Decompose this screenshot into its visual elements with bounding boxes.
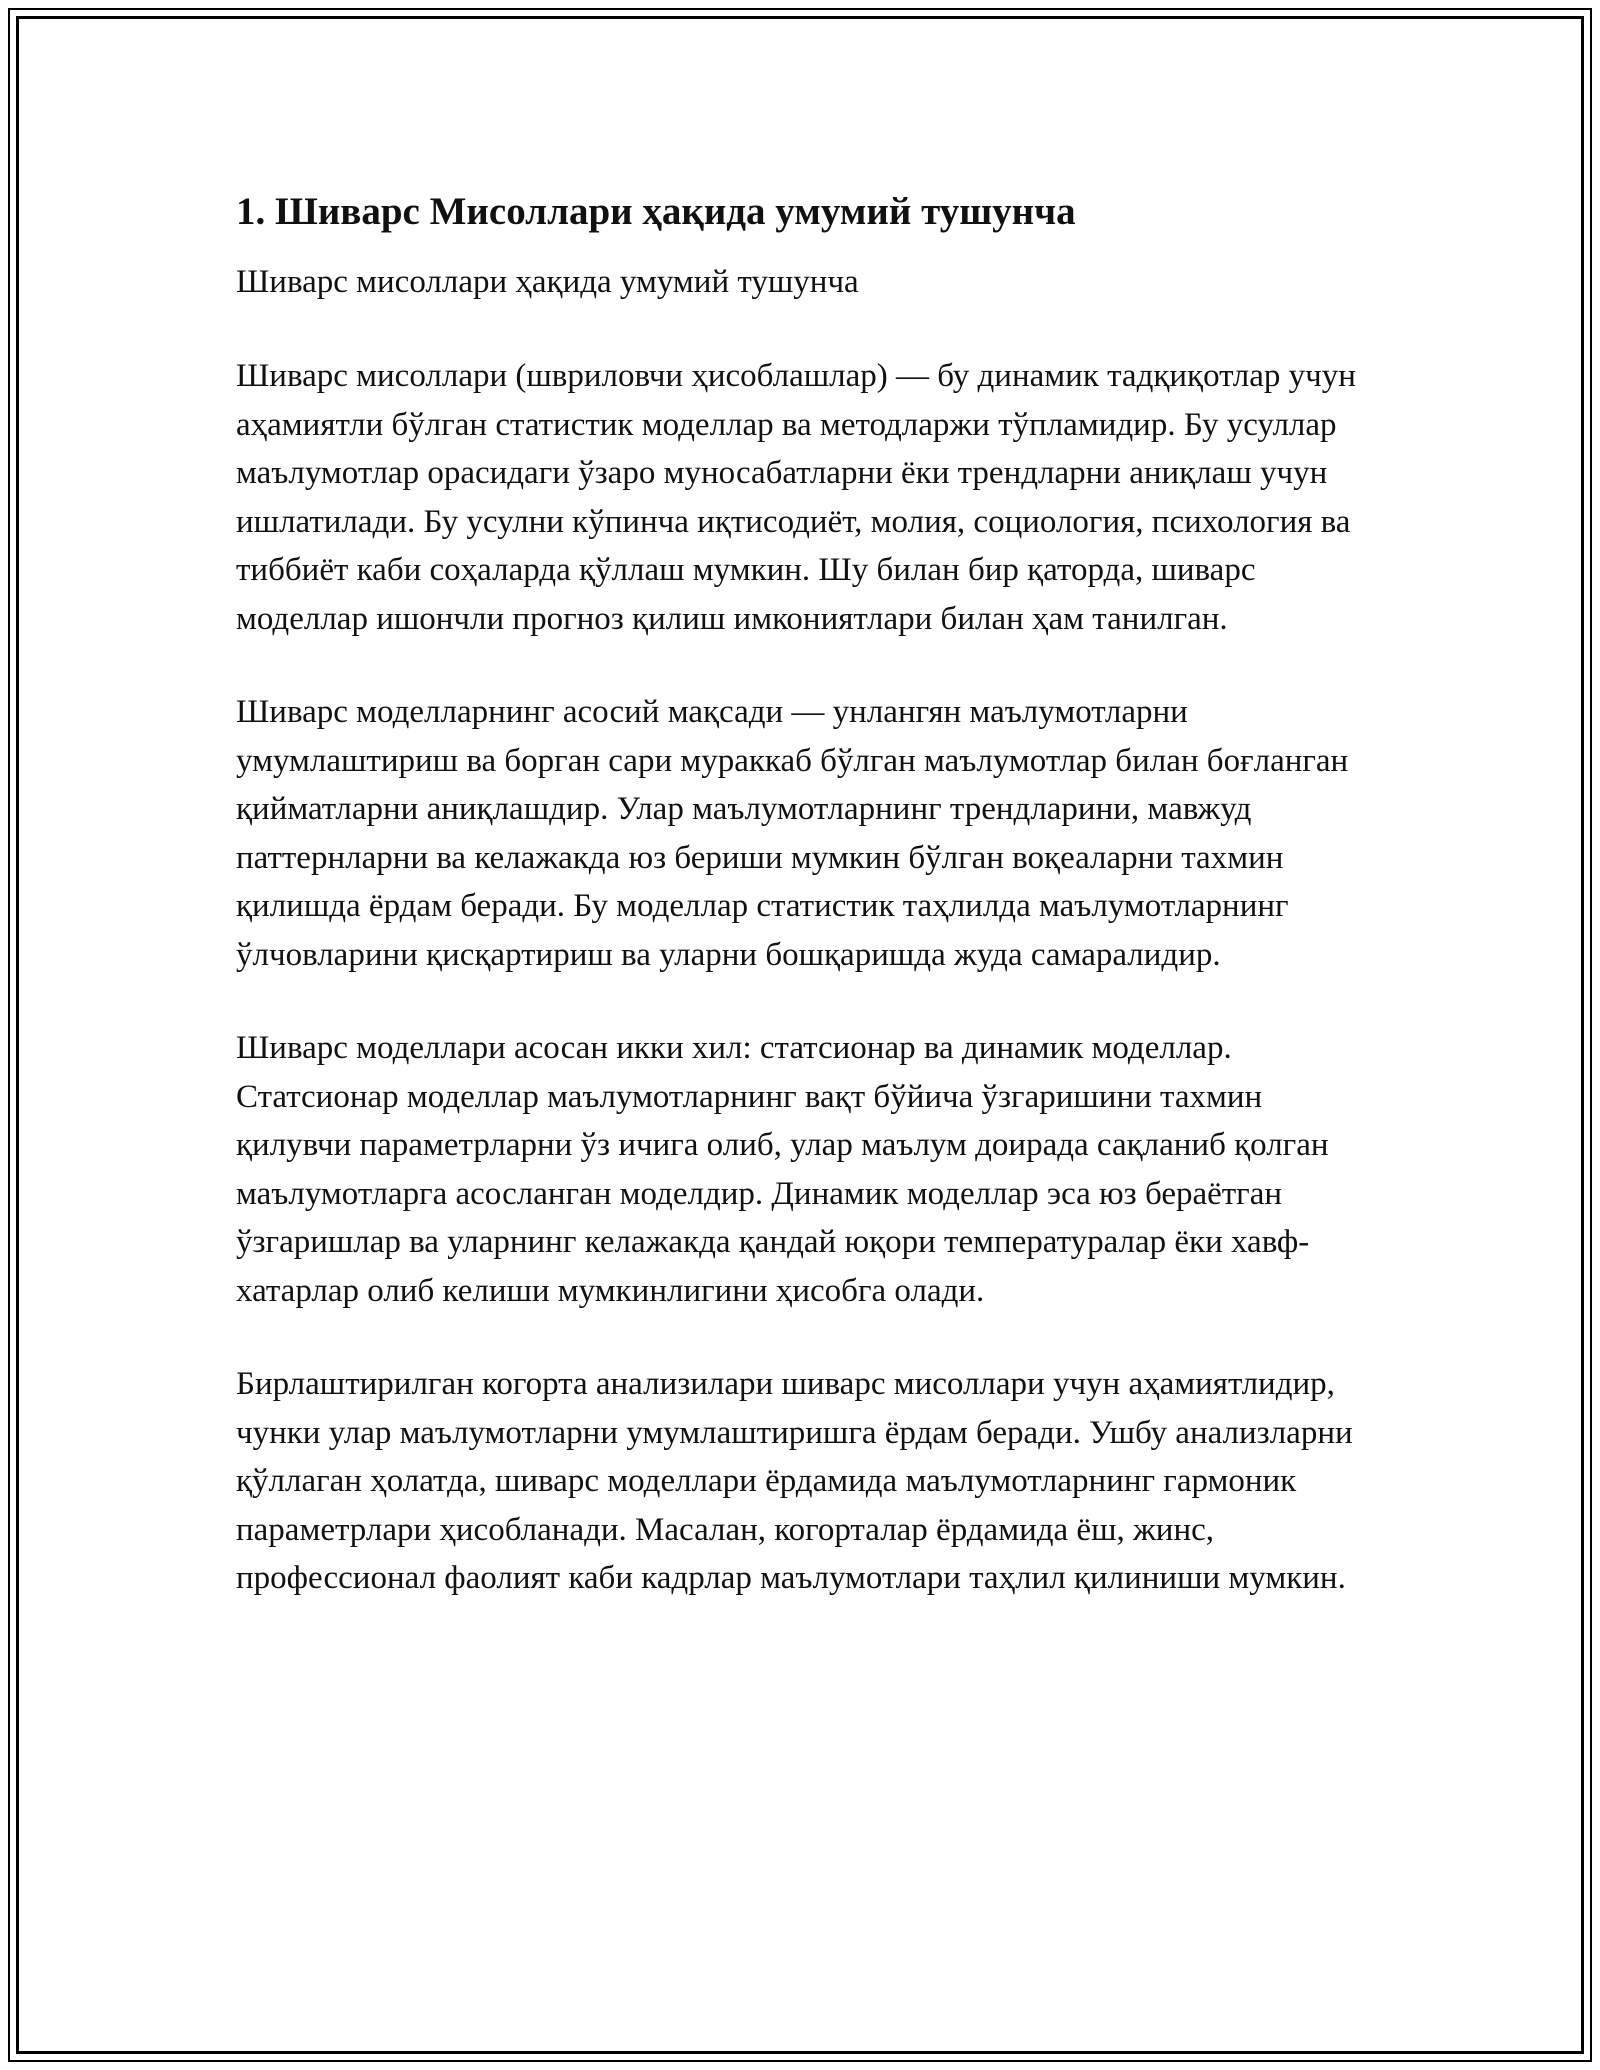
paragraph-2: Шиварс моделларнинг асосий мақсади — унлангян маълумотларни умумлаштириш ва борган сари мураккаб бўлган маълумотлар билан боғланган қийматларни аниқлашдир. Улар маълумотларнинг трендларини, мавжуд паттернларни ва келажакда юз бериши мумкин бўлган воқеаларни тахмин қилишда ёрдам беради. Бу моделлар статистик таҳлилда маълумотларнинг ўлчовларини қисқартириш ва уларни бошқаришда жуда самаралидир. — [236, 694, 1349, 973]
document-body — [236, 186, 1376, 1648]
document-subtitle: Шиварс мисоллари ҳақида умумий тушунча — [236, 264, 859, 300]
paragraph-1: Шиварс мисоллари (швриловчи ҳисоблашлар) — бу динамик тадқиқотлар учун аҳамиятли бўлган статистик моделлар ва методларжи тўпламидир. Бу усуллар маълумотлар орасидаги ўзаро муносабатларни ёки трендларни аниқлаш учун ишлатилади. Бу усулни кўпинча иқтисодиёт, молия, социология, психология ва тиббиёт каби соҳаларда қўллаш мумкин. Шу билан бир қаторда, шиварс моделлар ишончли прогноз қилиш имкониятлари билан ҳам танилган. — [236, 358, 1356, 637]
paragraph-3: Шиварс моделлари асосан икки хил: статсионар ва динамик моделлар. Статсионар моделлар маълумотларнинг вақт бўйича ўзгаришини тахмин қилувчи параметрларни ўз ичига олиб, улар маълум доирада сақланиб қолган маълумотларга асосланган моделдир. Динамик моделлар эса юз бераётган ўзгаришлар ва уларнинг келажакда қандай юқори температуралар ёки хавф-хатарлар олиб келиши мумкинлигини ҳисобга олади. — [236, 1030, 1329, 1309]
paragraph-4: Бирлаштирилган когорта анализилари шиварс мисоллари учун аҳамиятлидир, чунки улар маълумотларни умумлаштиришга ёрдам беради. Ушбу анализларни қўллаган ҳолатда, шиварс моделлари ёрдамида маълумотларнинг гармоник параметрлари ҳисобланади. Масалан, когорталар ёрдамида ёш, жинс, профессионал фаолият каби кадрлар маълумотлари таҳлил қилиниши мумкин. — [236, 1366, 1353, 1596]
document-title: 1. Шиварс Мисоллари ҳақида умумий тушунча — [236, 190, 1076, 233]
